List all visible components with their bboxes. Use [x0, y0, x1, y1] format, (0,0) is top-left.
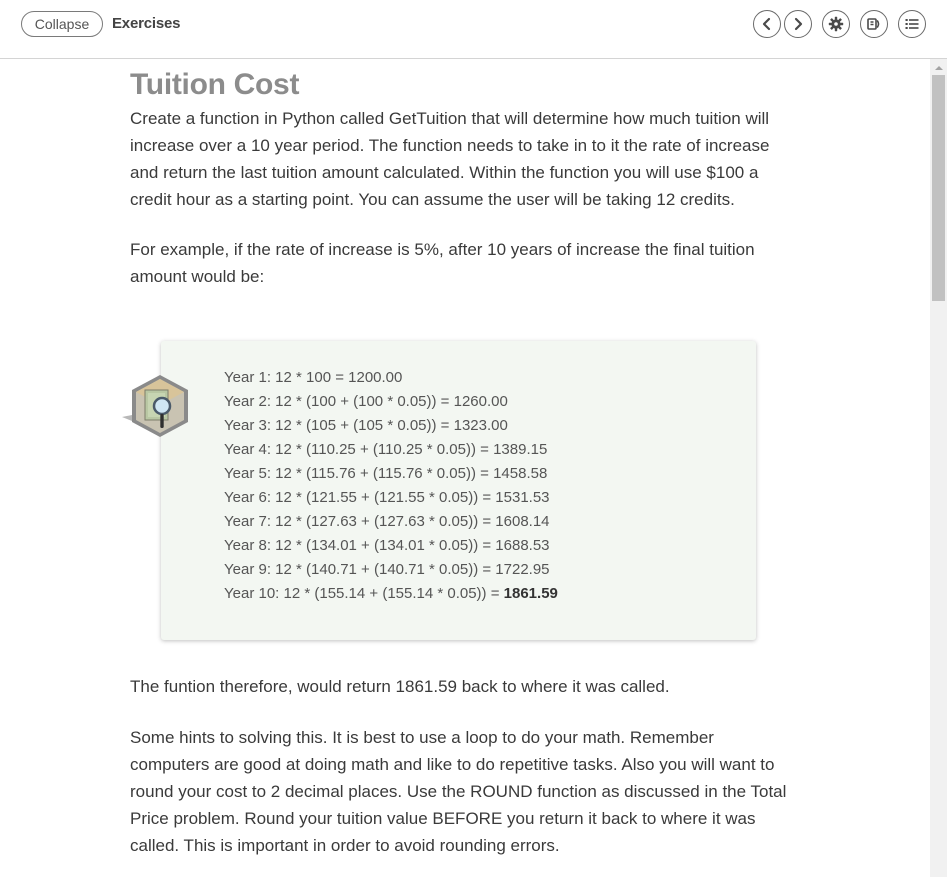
settings-button[interactable] — [822, 10, 850, 38]
scroll-up-arrow[interactable] — [930, 61, 947, 75]
exercise-content — [130, 66, 795, 290]
year-line-final — [224, 582, 558, 606]
intro-paragraph: Create a function in Python called GetTuition that will determine how much tuition will increase over a 10 year period. The function needs to take in to it the rate of increase and return the last tuition amount calculated. Within the function you will use $100 a credit hour as a starting point. You can assume the user will be taking 12 credits. — [130, 109, 770, 209]
year-line: Year 4: 12 * (110.25 + (110.25 * 0.05)) = 1389.15 — [224, 441, 548, 458]
hints-paragraph: Some hints to solving this. It is best to use a loop to do your math. Remember computers are good at doing math and like to do repetitive tasks. Also you will want to round your cost to 2 decimal places. Use the ROUND function as discussed in the Total Price problem. Round your tuition value BEFORE you return it back to where it was called. This is important in order to avoid rounding errors. — [130, 728, 787, 855]
conclusion-paragraph: The funtion therefore, would return 1861.59 back to where it was called. — [130, 677, 670, 696]
year-line: Year 2: 12 * (100 + (100 * 0.05)) = 1260.00 — [224, 393, 508, 410]
year-line: Year 9: 12 * (140.71 + (140.71 * 0.05)) = 1722.95 — [224, 561, 550, 578]
vertical-scrollbar[interactable] — [930, 59, 947, 877]
year-calculation-list — [224, 366, 558, 606]
previous-button[interactable] — [753, 10, 781, 38]
year-line: Year 3: 12 * (105 + (105 * 0.05)) = 1323.00 — [224, 417, 508, 434]
top-toolbar — [0, 0, 947, 59]
read-aloud-button[interactable] — [860, 10, 888, 38]
year-line: Year 7: 12 * (127.63 + (127.63 * 0.05)) = 1608.14 — [224, 513, 550, 530]
section-title: Exercises — [112, 15, 181, 32]
scroll-thumb[interactable] — [932, 75, 945, 301]
list-icon — [904, 16, 920, 32]
year-line: Year 5: 12 * (115.76 + (115.76 * 0.05)) = 1458.58 — [224, 465, 548, 482]
next-button[interactable] — [784, 10, 812, 38]
year-10-prefix: Year 10: 12 * (155.14 + (155.14 * 0.05)) = — [224, 585, 504, 602]
gear-icon — [828, 16, 844, 32]
year-line: Year 6: 12 * (121.55 + (121.55 * 0.05)) = 1531.53 — [224, 489, 550, 506]
chevron-left-icon — [760, 17, 774, 31]
chevron-right-icon — [791, 17, 805, 31]
final-tuition-value: 1861.59 — [503, 585, 558, 602]
caret-up-icon — [935, 65, 943, 71]
table-of-contents-button[interactable] — [898, 10, 926, 38]
page-title: Tuition Cost — [130, 68, 300, 101]
magnifier-example-icon — [118, 373, 192, 439]
example-lead-paragraph: For example, if the rate of increase is 5%, after 10 years of increase the final tuition amount would be: — [130, 240, 755, 286]
read-aloud-icon — [866, 16, 882, 32]
collapse-button[interactable]: Collapse — [21, 11, 103, 37]
year-line: Year 8: 12 * (134.01 + (134.01 * 0.05)) = 1688.53 — [224, 537, 550, 554]
year-line: Year 1: 12 * 100 = 1200.00 — [224, 369, 403, 386]
